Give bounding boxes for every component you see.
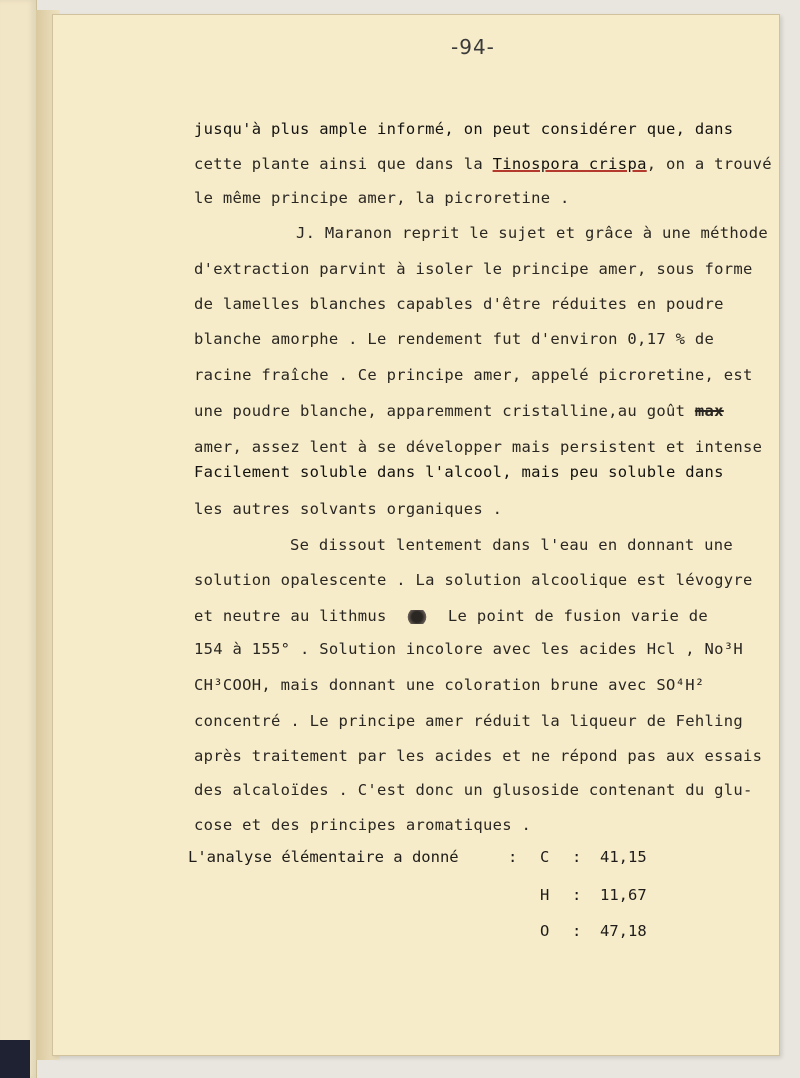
struck-word: max xyxy=(694,402,724,420)
analysis-colon: : xyxy=(508,848,518,866)
text-line-15-tail: Le point de fusion varie de xyxy=(447,607,708,625)
text-line-2-tail: , on a trouvé xyxy=(646,155,772,173)
left-page-edge xyxy=(0,0,37,1078)
analysis-label: L'analyse élémentaire a donné xyxy=(188,848,459,866)
text-line-17: CH³COOH, mais donnant une coloration brune avec SO⁴H² xyxy=(194,676,705,694)
text-line-16: 154 à 155° . Solution incolore avec les acides Hcl , No³H xyxy=(194,640,744,658)
ink-blot xyxy=(406,610,428,624)
text-line-2-head: cette plante ainsi que dans la xyxy=(194,155,493,173)
analysis-element: C xyxy=(540,848,550,866)
page-number: -94- xyxy=(451,35,495,59)
text-line-4: J. Maranon reprit le sujet et grâce à une méthode xyxy=(296,224,768,242)
text-line-3: le même principe amer, la picroretine . xyxy=(194,189,570,207)
text-line-6: de lamelles blanches capables d'être réduites en poudre xyxy=(194,295,724,313)
analysis-value: 41,15 xyxy=(600,848,647,866)
analysis-value: 11,67 xyxy=(600,886,647,904)
text-line-21: cose et des principes aromatiques . xyxy=(194,816,532,834)
text-line-18: concentré . Le principe amer réduit la liqueur de Fehling xyxy=(194,712,744,730)
text-line-9-head: une poudre blanche, apparemment cristalline,au goût xyxy=(194,402,686,420)
analysis-colon: : xyxy=(572,848,582,866)
text-line-15 xyxy=(194,607,708,625)
analysis-value: 47,18 xyxy=(600,922,647,940)
analysis-element: H xyxy=(540,886,550,904)
book-binding xyxy=(0,1040,30,1078)
analysis-colon: : xyxy=(572,886,582,904)
analysis-colon: : xyxy=(572,922,582,940)
text-line-20: des alcaloïdes . C'est donc un glusoside contenant du glu- xyxy=(194,781,753,799)
text-line-13: Se dissout lentement dans l'eau en donnant une xyxy=(290,536,734,554)
text-line-14: solution opalescente . La solution alcoolique est lévogyre xyxy=(194,571,753,589)
text-line-10: amer, assez lent à se développer mais persistent et intense xyxy=(194,438,763,456)
text-line-2 xyxy=(194,155,772,173)
text-line-9 xyxy=(194,402,724,420)
text-line-1: jusqu'à plus ample informé, on peut considérer que, dans xyxy=(194,120,734,138)
analysis-element: O xyxy=(540,922,550,940)
species-name: Tinospora crispa xyxy=(492,155,647,173)
text-line-19: après traitement par les acides et ne répond pas aux essais xyxy=(194,747,763,765)
text-line-11: Facilement soluble dans l'alcool, mais peu soluble dans xyxy=(194,463,724,481)
text-line-15-head: et neutre au lithmus xyxy=(194,607,387,625)
text-line-5: d'extraction parvint à isoler le principe amer, sous forme xyxy=(194,260,753,278)
text-line-12: les autres solvants organiques . xyxy=(194,500,503,518)
text-line-7: blanche amorphe . Le rendement fut d'environ 0,17 % de xyxy=(194,330,715,348)
text-line-8: racine fraîche . Ce principe amer, appelé picroretine, est xyxy=(194,366,753,384)
